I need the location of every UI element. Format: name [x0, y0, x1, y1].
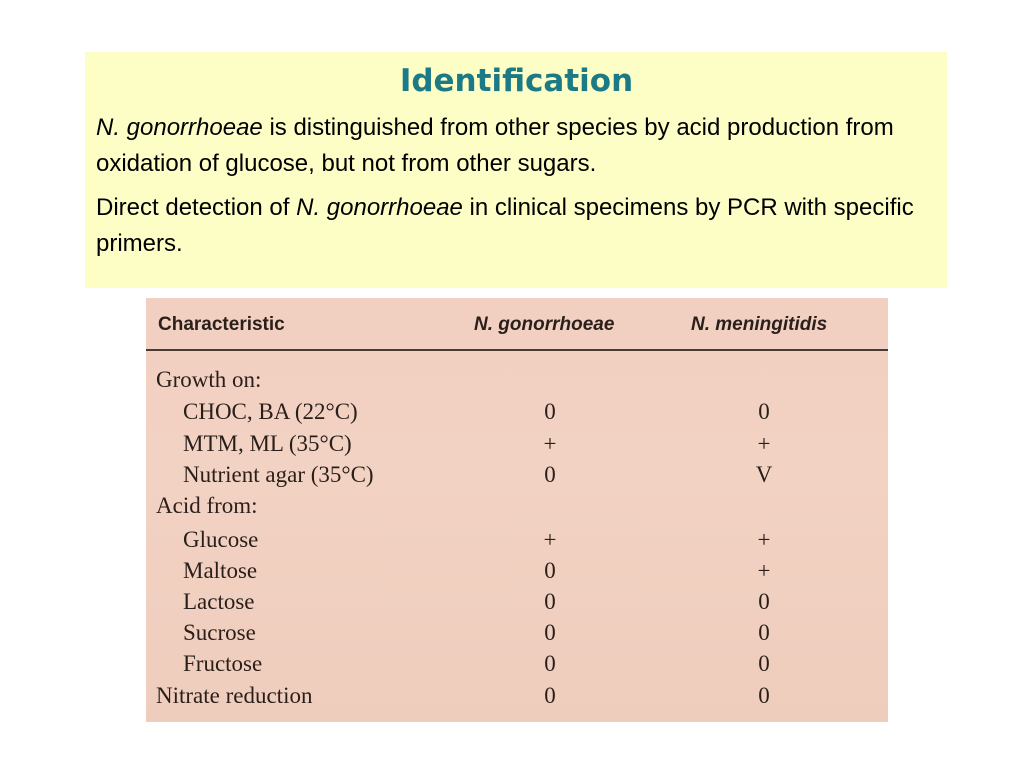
paragraph-distinguished	[96, 110, 937, 182]
row-label: Nutrient agar (35°C)	[183, 462, 374, 487]
identification-textbox	[85, 52, 947, 288]
row-label: MTM, ML (35°C)	[183, 431, 352, 456]
table-row	[146, 490, 888, 521]
table-row	[146, 396, 888, 427]
row-label: Lactose	[183, 589, 255, 614]
gonorrhoeae-value: 0	[544, 651, 556, 676]
meningitidis-value: +	[757, 527, 771, 552]
gonorrhoeae-value: 0	[544, 399, 556, 424]
row-label: Fructose	[183, 651, 263, 676]
meningitidis-value: 0	[758, 620, 770, 645]
meningitidis-value: 0	[758, 399, 770, 424]
gonorrhoeae-value: 0	[544, 462, 556, 487]
species-name-italic: N. gonorrhoeae	[296, 194, 463, 221]
meningitidis-value: +	[757, 558, 771, 583]
row-label: Growth on:	[156, 367, 262, 392]
gonorrhoeae-value: 0	[544, 558, 556, 583]
meningitidis-value: V	[755, 462, 773, 487]
characteristics-table	[146, 298, 888, 722]
meningitidis-value: +	[757, 431, 771, 456]
meningitidis-value: 0	[758, 589, 770, 614]
column-header-meningitidis: N. meningitidis	[691, 314, 828, 335]
meningitidis-value: 0	[758, 651, 770, 676]
table-row	[146, 428, 888, 459]
paragraph-text: is distinguished from other species by acid production from oxidation of glucose, but not from other sugars.	[96, 114, 894, 177]
gonorrhoeae-value: +	[543, 431, 557, 456]
row-label: Maltose	[183, 558, 258, 583]
gonorrhoeae-value: +	[543, 527, 557, 552]
table-row	[146, 680, 888, 711]
header-rule	[146, 349, 888, 351]
gonorrhoeae-value: 0	[544, 589, 556, 614]
table-row	[146, 459, 888, 490]
paragraph-text: Direct detection of	[96, 194, 297, 221]
table-row	[146, 364, 888, 395]
table-row	[146, 648, 888, 679]
column-header-gonorrhoeae: N. gonorrhoeae	[474, 314, 615, 335]
paragraph-detection	[96, 190, 937, 262]
row-label: Nitrate reduction	[156, 683, 313, 708]
species-name-italic: N. gonorrhoeae	[96, 114, 263, 141]
column-header-characteristic: Characteristic	[158, 314, 285, 335]
gonorrhoeae-value: 0	[544, 620, 556, 645]
row-label: Acid from:	[156, 493, 258, 518]
row-label: CHOC, BA (22°C)	[183, 399, 358, 424]
row-label: Sucrose	[183, 620, 256, 645]
table-row	[146, 555, 888, 586]
gonorrhoeae-value: 0	[544, 683, 556, 708]
slide-title: Identification	[399, 63, 634, 99]
meningitidis-value: 0	[758, 683, 770, 708]
row-label: Glucose	[183, 527, 259, 552]
table-row	[146, 524, 888, 555]
table-row	[146, 617, 888, 648]
table-row	[146, 586, 888, 617]
paragraph-text: in clinical specimens by PCR with specific primers.	[96, 194, 914, 257]
